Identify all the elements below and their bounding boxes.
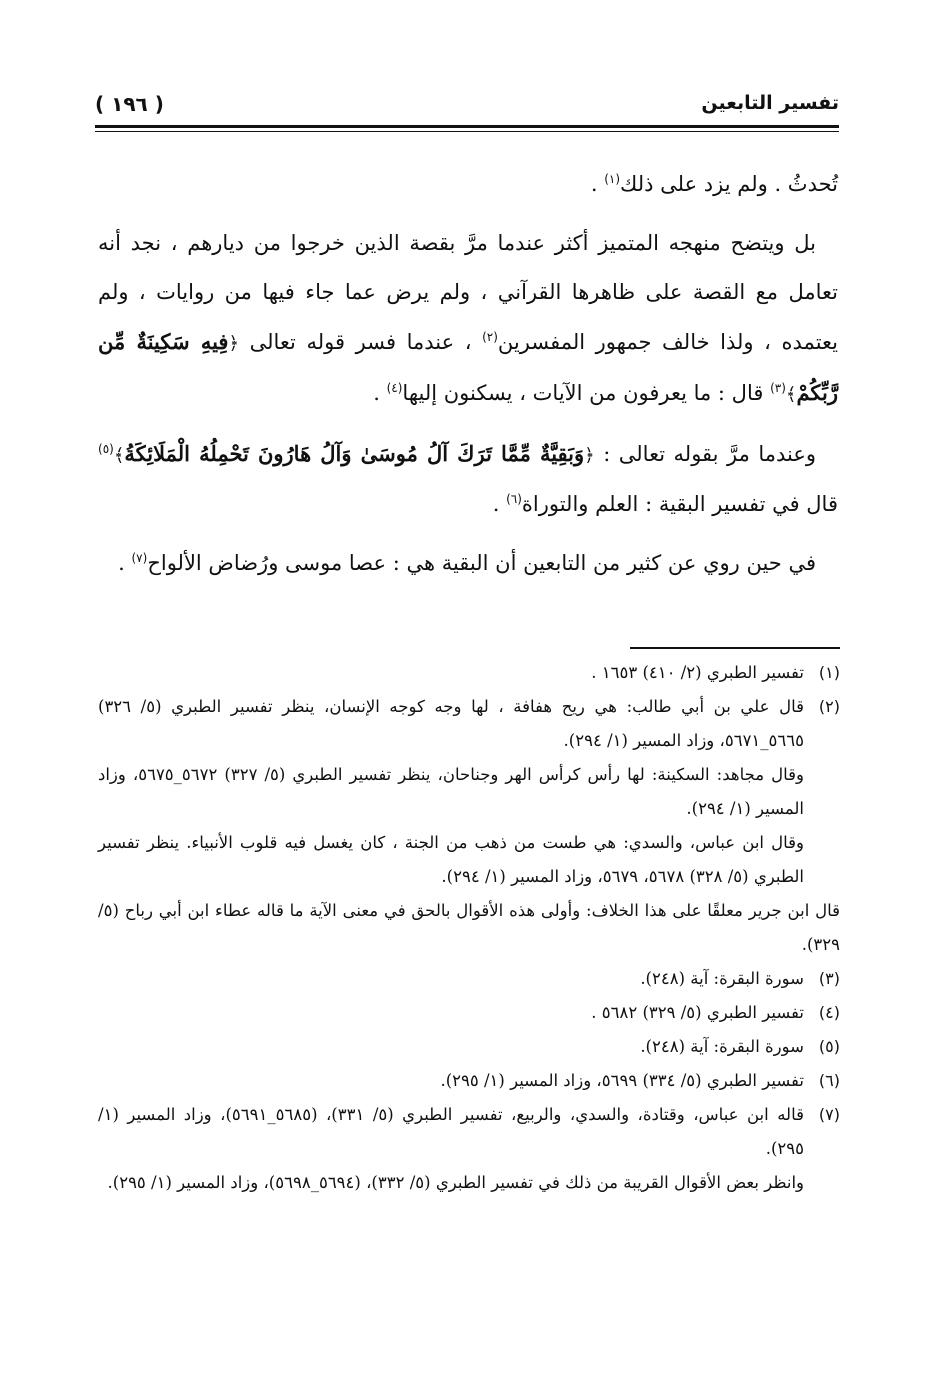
footnote-2: (٢) قال علي بن أبي طالب: هي ريح هفافة ، لها وجه كوجه الإنسان، ينظر تفسير الطبري (٥/ ٣٢٦) ٥٦٦٥_٥٦٧١، وزاد المسير (١/ ٢٩٤). وقال مجاهد: السكينة: لها رأس كرأس الهر وجناحان، ينظر تفسير الطبري (٥/ ٣٢٧) ٥٦٧٢_٥٦٧٥، وزاد المسير (١/ ٢٩٤). وقال ابن عباس، والسدي: هي طست من ذهب من الجنة ، كان يغسل فيه قلوب الأنبياء. ينظر تفسير الطبري (٥/ ٣٢٨) ٥٦٧٨، ٥٦٧٩، وزاد المسير (١/ ٢٩٤). (98, 690, 840, 894)
paragraph-1: تُحدثُ . ولم يزد على ذلك$^{(١)}$ . (590, 172, 838, 196)
footnote-number: (٥) (818, 1037, 840, 1056)
page-header (95, 92, 839, 122)
footnote-ref-4[interactable]: (٤) (386, 381, 403, 395)
footnote-2-mujahid: وقال مجاهد: السكينة: لها رأس كرأس الهر وجناحان، ينظر تفسير الطبري (٥/ ٣٢٧) ٥٦٧٢_٥٦٧٥، وزاد المسير (١/ ٢٩٤). (98, 765, 804, 818)
footnote-ref-5[interactable]: (٥) (98, 442, 114, 456)
footnote-2-ibn-jarir: قال ابن جرير معلقًا على هذا الخلاف: وأولى هذه الأقوال بالحق في معنى الآية ما قاله عطاء ابن أبي رباح (٥/ ٣٢٩). (98, 901, 840, 954)
footnote-ref-3[interactable]: (٣) (770, 381, 786, 395)
header-rule-thick (95, 125, 839, 128)
paragraph-2: بل ويتضح منهجه المتميز أكثر عندما مرَّ بقصة الذين خرجوا من ديارهم ، نجد أنه تعامل مع القصة على ظاهرها القرآني ، ولم يرض عما جاء فيها من روايات ، ولم يعتمده ، ولذا خالف جمهور المفسرين$^{(٢)}$ ، عندما فسر قوله تعالى ﴿فِيهِ سَكِينَةٌ مِّن رَّبِّكُمْ﴾$^{(٣)}$ قال : ما يعرفون من الآيات ، يسكنون إليها$^{(٤)}$ . (98, 231, 839, 405)
footnote-ref-2[interactable]: (٢) (482, 330, 498, 344)
quran-verse: فِيهِ سَكِينَةٌ مِّن رَّبِّكُمْ (98, 329, 838, 405)
footnote-ref-1[interactable]: (١) (604, 172, 621, 186)
footnote-number: (١) (818, 663, 840, 682)
running-title: تفسير التابعين (701, 92, 839, 114)
quran-bracket-close: ﴾ (785, 384, 797, 405)
paragraph-4: في حين روي عن كثير من التابعين أن البقية هي : عصا موسى ورُضاض الألواح$^{(٧)}$ . (118, 551, 816, 575)
footnote-number: (٤) (818, 1003, 840, 1022)
footnote-3: (٣) سورة البقرة: آية (٢٤٨). (98, 962, 840, 996)
quran-bracket-open: ﴿ (228, 333, 240, 354)
footnote-number: (٣) (818, 969, 840, 988)
footnote-1: (١) تفسير الطبري (٢/ ٤١٠) ١٦٥٣ . (98, 656, 840, 690)
footnote-7-see-also: وانظر بعض الأقوال القريبة من ذلك في تفسير الطبري (٥/ ٣٣٢)، (٥٦٩٤_٥٦٩٨)، وزاد المسير (١/ ٢٩٥). (107, 1173, 804, 1192)
footnote-number: (٧) (818, 1105, 840, 1124)
quran-bracket-close: ﴾ (113, 445, 125, 466)
paragraph-3: وعندما مرَّ بقوله تعالى : ﴿وَبَقِيَّةٌ مِّمَّا تَرَكَ آلُ مُوسَىٰ وَآلُ هَارُونَ تَحْمِلُهُ الْمَلَائِكَةُ﴾$^{(٥)}$ قال في تفسير البقية : العلم والتوراة$^{(٦)}$ . (98, 441, 838, 516)
footnote-2-ibn-abbas: وقال ابن عباس، والسدي: هي طست من ذهب من الجنة ، كان يغسل فيه قلوب الأنبياء. ينظر تفسير الطبري (٥/ ٣٢٨) ٥٦٧٨، ٥٦٧٩، وزاد المسير (١/ ٢٩٤). (98, 833, 804, 886)
footnote-5: (٥) سورة البقرة: آية (٢٤٨). (98, 1030, 840, 1064)
footnote-number: (٦) (818, 1071, 840, 1090)
footnote-separator (630, 647, 840, 649)
footnote-ref-6[interactable]: (٦) (506, 492, 522, 506)
footnote-number: (٢) (818, 697, 840, 716)
footnote-6: (٦) تفسير الطبري (٥/ ٣٣٤) ٥٦٩٩، وزاد المسير (١/ ٢٩٥). (98, 1064, 840, 1098)
footnote-7: (٧) قاله ابن عباس، وقتادة، والسدي، والربيع، تفسير الطبري (٥/ ٣٣١)، (٥٦٨٥_٥٦٩١)، وزاد المسير (١/ ٢٩٥). وانظر بعض الأقوال القريبة من ذلك في تفسير الطبري (٥/ ٣٣٢)، (٥٦٩٤_٥٦٩٨)، وزاد المسير (١/ ٢٩٥). (98, 1098, 840, 1200)
quran-bracket-open: ﴿ (584, 445, 595, 466)
header-rule-thin (95, 131, 839, 132)
page-number: ( ١٩٦ ) (95, 92, 164, 116)
footnotes (98, 656, 840, 1200)
main-text (98, 160, 838, 598)
footnote-ref-7[interactable]: (٧) (131, 551, 148, 565)
footnote-4: (٤) تفسير الطبري (٥/ ٣٢٩) ٥٦٨٢ . (98, 996, 840, 1030)
quran-verse: وَبَقِيَّةٌ مِّمَّا تَرَكَ آلُ مُوسَىٰ وَآلُ هَارُونَ تَحْمِلُهُ الْمَلَائِكَةُ (124, 441, 585, 466)
